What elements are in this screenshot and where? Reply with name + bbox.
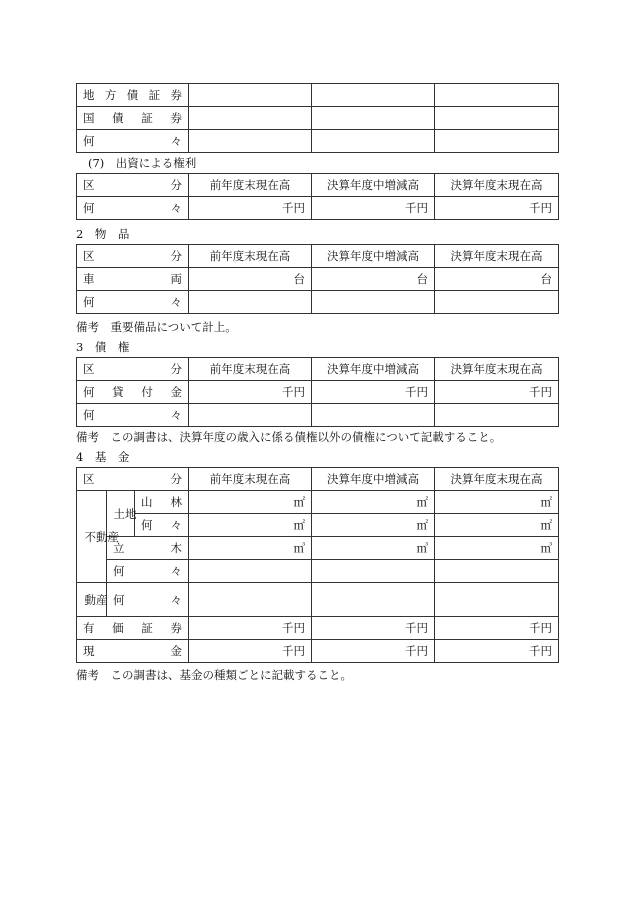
row-label: 何貸付金 bbox=[77, 381, 189, 404]
table-row bbox=[77, 130, 559, 153]
table-header-row bbox=[77, 358, 559, 381]
table-row bbox=[77, 381, 559, 404]
section-3-block bbox=[76, 357, 558, 427]
unit-cell: 台 bbox=[435, 268, 559, 291]
section-4-title: 4 基 金 bbox=[76, 450, 130, 464]
header-prev: 前年度末現在高 bbox=[189, 468, 312, 491]
row-group-fudosan: 不動産 bbox=[77, 491, 107, 583]
unit-cell: ㎥ bbox=[189, 537, 312, 560]
header-category: 区 分 bbox=[77, 174, 189, 197]
header-change: 決算年度中増減高 bbox=[312, 468, 435, 491]
row-label: 山林 bbox=[135, 491, 189, 514]
row-label: 何々 bbox=[77, 130, 189, 153]
table-row bbox=[77, 268, 559, 291]
row-label: 立木 bbox=[107, 537, 189, 560]
unit-cell: 千円 bbox=[435, 617, 559, 640]
row-label: 地方債証券 bbox=[77, 84, 189, 107]
section-2-block bbox=[76, 244, 558, 314]
unit-cell: 千円 bbox=[435, 381, 559, 404]
unit-cell: ㎡ bbox=[189, 514, 312, 537]
row-group-dosan: 動産 bbox=[77, 583, 107, 617]
table-header-row bbox=[77, 245, 559, 268]
table-header-row bbox=[77, 468, 559, 491]
unit-cell: ㎡ bbox=[435, 514, 559, 537]
table-header-row bbox=[77, 174, 559, 197]
header-change: 決算年度中増減高 bbox=[312, 358, 435, 381]
table-row bbox=[77, 291, 559, 314]
unit-cell: ㎡ bbox=[312, 491, 435, 514]
row-label: 何々 bbox=[135, 514, 189, 537]
bonds-table bbox=[76, 83, 559, 153]
bonds-table-block bbox=[76, 83, 558, 153]
table-row bbox=[77, 583, 559, 617]
table-row bbox=[77, 617, 559, 640]
claims-table bbox=[76, 357, 559, 427]
unit-cell: ㎡ bbox=[189, 491, 312, 514]
table-row bbox=[77, 404, 559, 427]
unit-cell: ㎡ bbox=[312, 514, 435, 537]
unit-cell: 台 bbox=[189, 268, 312, 291]
row-label: 何々 bbox=[77, 404, 189, 427]
section-7-title: (7) 出資による権利 bbox=[88, 156, 197, 170]
section-4-block bbox=[76, 467, 558, 663]
row-label: 国債証券 bbox=[77, 107, 189, 130]
investment-rights-table bbox=[76, 173, 559, 220]
fund-table bbox=[76, 467, 559, 663]
row-label: 何々 bbox=[77, 197, 189, 220]
header-category: 区 分 bbox=[77, 245, 189, 268]
unit-cell: ㎥ bbox=[312, 537, 435, 560]
table-row bbox=[77, 491, 559, 514]
section-4-note: 備考 この調書は、基金の種類ごとに記載すること。 bbox=[76, 668, 352, 682]
section-7-block bbox=[76, 173, 558, 220]
section-3-note: 備考 この調書は、決算年度の歳入に係る債権以外の債権について記載すること。 bbox=[76, 430, 502, 444]
unit-cell: 千円 bbox=[189, 197, 312, 220]
table-row bbox=[77, 560, 559, 583]
unit-cell: 千円 bbox=[312, 640, 435, 663]
goods-table bbox=[76, 244, 559, 314]
row-label: 何々 bbox=[107, 560, 189, 583]
unit-cell: 千円 bbox=[435, 197, 559, 220]
unit-cell: 台 bbox=[312, 268, 435, 291]
table-row bbox=[77, 197, 559, 220]
table-row bbox=[77, 640, 559, 663]
unit-cell: 千円 bbox=[312, 617, 435, 640]
row-label: 有価証券 bbox=[77, 617, 189, 640]
table-row bbox=[77, 537, 559, 560]
header-prev: 前年度末現在高 bbox=[189, 245, 312, 268]
unit-cell: 千円 bbox=[189, 640, 312, 663]
header-end: 決算年度末現在高 bbox=[435, 245, 559, 268]
table-row bbox=[77, 514, 559, 537]
header-change: 決算年度中増減高 bbox=[312, 245, 435, 268]
header-change: 決算年度中増減高 bbox=[312, 174, 435, 197]
section-3-title: 3 債 権 bbox=[76, 340, 130, 354]
header-category: 区 分 bbox=[77, 358, 189, 381]
unit-cell: 千円 bbox=[435, 640, 559, 663]
unit-cell: 千円 bbox=[189, 381, 312, 404]
table-row bbox=[77, 84, 559, 107]
header-prev: 前年度末現在高 bbox=[189, 358, 312, 381]
row-label: 何々 bbox=[107, 583, 189, 617]
row-label: 何々 bbox=[77, 291, 189, 314]
unit-cell: ㎥ bbox=[435, 537, 559, 560]
header-end: 決算年度末現在高 bbox=[435, 174, 559, 197]
section-2-title: 2 物 品 bbox=[76, 227, 130, 241]
unit-cell: ㎡ bbox=[435, 491, 559, 514]
table-row bbox=[77, 107, 559, 130]
row-label: 現金 bbox=[77, 640, 189, 663]
header-end: 決算年度末現在高 bbox=[435, 358, 559, 381]
header-category: 区 分 bbox=[77, 468, 189, 491]
unit-cell: 千円 bbox=[312, 381, 435, 404]
unit-cell: 千円 bbox=[312, 197, 435, 220]
unit-cell: 千円 bbox=[189, 617, 312, 640]
header-end: 決算年度末現在高 bbox=[435, 468, 559, 491]
row-label: 車両 bbox=[77, 268, 189, 291]
section-2-note: 備考 重要備品について計上。 bbox=[76, 320, 237, 334]
header-prev: 前年度末現在高 bbox=[189, 174, 312, 197]
row-group-tochi: 土地 bbox=[107, 491, 135, 537]
